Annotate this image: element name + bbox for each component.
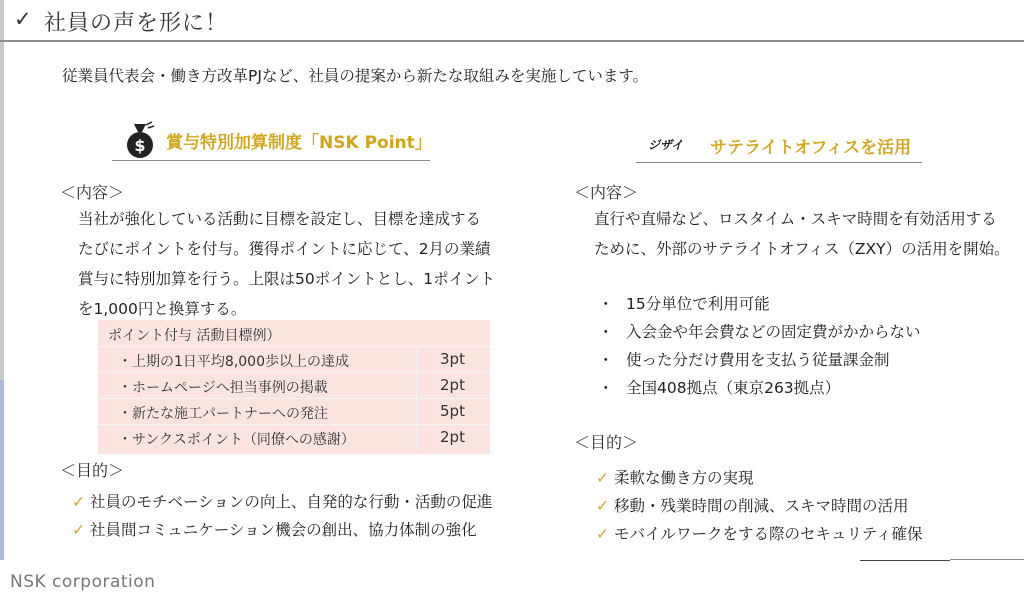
table-row [98,347,490,372]
row-value: 2pt [440,376,465,394]
column-divider [416,347,417,372]
column-divider [416,373,417,398]
column-divider [416,425,417,450]
zixai-logo: ジザイ [648,138,684,152]
row-value: 3pt [440,350,465,368]
check-icon: ✓ [72,493,85,511]
content-label: ＜内容＞ [574,183,639,202]
table-row [98,425,490,450]
bullet-dot: ・ [598,295,614,313]
bullet-item: ・ 15分単位で利用可能 [598,292,770,314]
purpose-label: ＜目的＞ [60,461,125,480]
purpose-item: ✓ 社員間コミュニケーション機会の創出、協力体制の強化 [72,521,477,539]
nsk-point-heading: 賞与特別加算制度「NSK Point」 [166,133,432,153]
bullet-dot: ・ [598,351,614,369]
bullet-item: ・ 全国408拠点（東京263拠点） [598,376,840,398]
purpose-label: ＜目的＞ [574,433,639,452]
satellite-office-heading: サテライトオフィスを活用 [710,138,912,158]
page-title: 社員の声を形に！ [44,11,229,36]
purpose-item: ✓ 柔軟な働き方の実現 [596,469,754,487]
intro-text: 従業員代表会・働き方改革PJなど、社員の提案から新たな取組みを実施しています。 [62,67,649,85]
heading-underline [112,160,430,161]
content-line: 当社が強化している活動に目標を設定し、目標を達成する [78,210,482,228]
purpose-item: ✓ 社員のモチベーションの向上、自発的な行動・活動の促進 [72,493,493,511]
left-edge-bar-accent [0,380,4,560]
row-name: ・ホームページへ担当事例の掲載 [118,380,328,396]
row-name: ・新たな施工パートナーへの発注 [118,406,328,422]
table-row [98,373,490,398]
point-table [98,320,490,454]
bullet-dot: ・ [598,323,614,341]
bullet-item: ・ 入会金や年会費などの固定費がかからない [598,320,921,342]
table-row [98,399,490,424]
check-icon: ✓ [72,521,85,539]
check-icon: ✓ [596,497,609,515]
money-bag-icon [122,120,158,158]
bullet-dot: ・ [598,379,614,397]
title-check-icon: ✓ [14,7,32,31]
content-label: ＜内容＞ [60,183,125,202]
right-content [594,204,1010,264]
bullet-item: ・ 使った分だけ費用を支払う従量課金制 [598,348,890,370]
content-line: ために、外部のサテライトオフィス（ZXY）の活用を開始。 [594,240,1010,258]
footer-rule [860,560,950,561]
table-title: ポイント付与 活動目標例） [108,328,281,344]
content-line: 直行や直帰など、ロスタイム・スキマ時間を有効活用する [594,210,997,228]
content-line: 賞与に特別加算を行う。上限は50ポイントとし、1ポイント [78,270,496,288]
heading-underline [636,162,922,163]
purpose-item: ✓ 移動・残業時間の削減、スキマ時間の活用 [596,497,909,515]
row-value: 2pt [440,428,465,446]
content-line: を1,000円と換算する。 [78,300,247,318]
purpose-item: ✓ モバイルワークをする際のセキュリティ確保 [596,525,923,543]
footer-rule [950,559,1024,560]
content-line: たびにポイントを付与。獲得ポイントに応じて、2月の業績 [78,240,491,258]
company-footer: NSK corporation [10,572,156,592]
column-divider [416,399,417,424]
check-icon: ✓ [596,469,609,487]
left-edge-bar [0,0,4,380]
left-content [78,204,495,324]
check-icon: ✓ [596,525,609,543]
row-name: ・サンクスポイント（同僚への感謝） [118,432,355,448]
row-value: 5pt [440,402,465,420]
row-name: ・上期の1日平均8,000歩以上の達成 [118,354,349,370]
svg-text:$: $ [134,136,146,155]
